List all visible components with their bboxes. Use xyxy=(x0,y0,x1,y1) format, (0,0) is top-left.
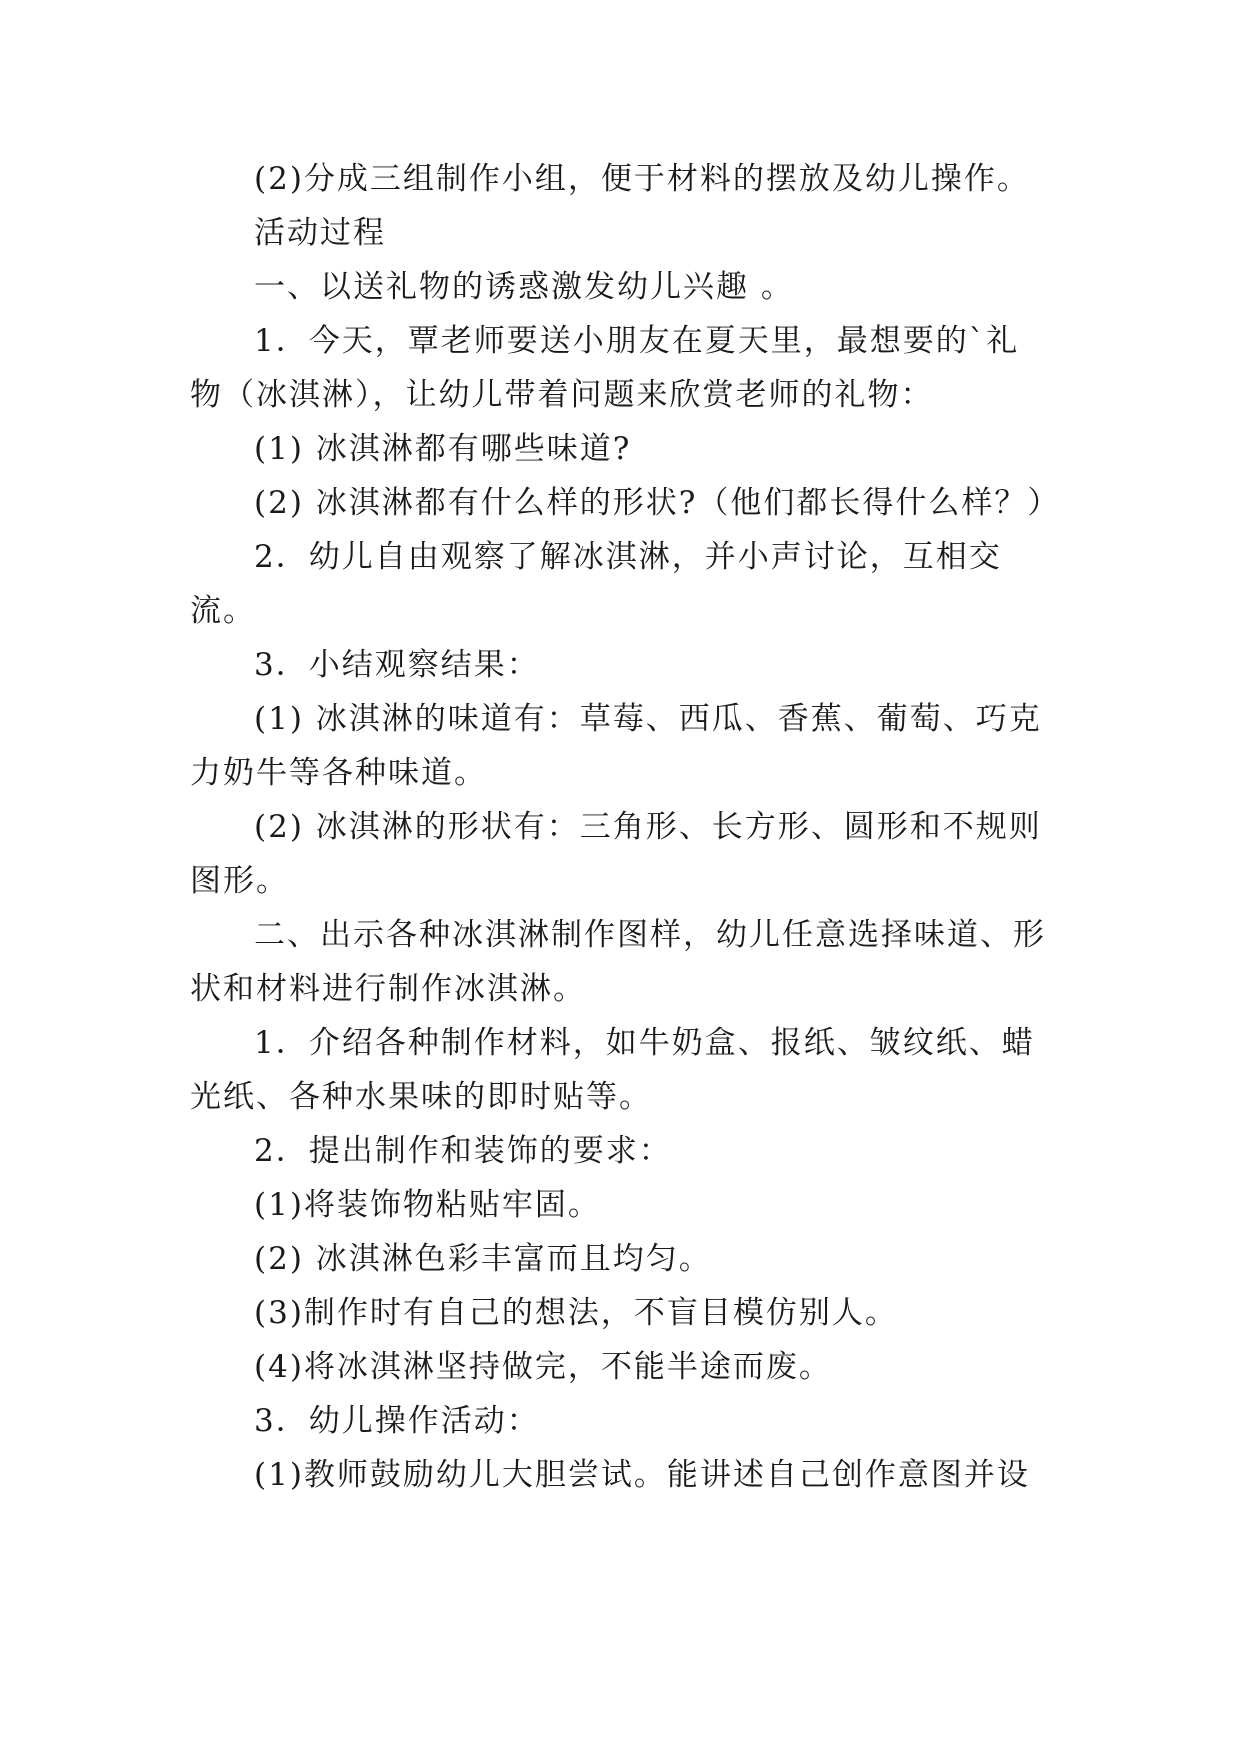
paragraph-summary-heading: 3．小结观察结果： xyxy=(254,647,540,683)
requirement-item-3: (3)制作时有自己的想法，不盲目模仿别人。 xyxy=(254,1295,898,1331)
paragraph-requirements-heading: 2．提出制作和装饰的要求： xyxy=(254,1133,672,1169)
paragraph-materials-intro: 1．介绍各种制作材料，如牛奶盒、报纸、皱纹纸、蜡光纸、各种水果味的即时贴等。 xyxy=(190,1025,1035,1115)
requirement-item-2: (2) 冰淇淋色彩丰富而且均匀。 xyxy=(254,1241,712,1277)
paragraph-gift-intro: 1．今天，覃老师要送小朋友在夏天里，最想要的`礼物（冰淇淋），让幼儿带着问题来欣赏老师的礼物： xyxy=(190,323,1020,413)
paragraph-materials-groups: (2)分成三组制作小组，便于材料的摆放及幼儿操作。 xyxy=(254,161,1030,197)
operation-item-1: (1)教师鼓励幼儿大胆尝试。能讲述自己创作意图并设 xyxy=(254,1457,1030,1493)
summary-shapes: (2) 冰淇淋的形状有：三角形、长方形、圆形和不规则图形。 xyxy=(190,809,1042,899)
step-two-heading: 二、出示各种冰淇淋制作图样，幼儿任意选择味道、形状和材料进行制作冰淇淋。 xyxy=(190,917,1046,1007)
requirement-item-1: (1)将装饰物粘贴牢固。 xyxy=(254,1187,601,1223)
step-one-heading: 一、以送礼物的诱惑激发幼儿兴趣 。 xyxy=(254,269,794,305)
paragraph-operation-heading: 3．幼儿操作活动： xyxy=(254,1403,540,1439)
question-flavors: (1) 冰淇淋都有哪些味道? xyxy=(254,431,632,467)
section-heading-activity-process: 活动过程 xyxy=(254,215,386,251)
summary-flavors: (1) 冰淇淋的味道有：草莓、西瓜、香蕉、葡萄、巧克力奶牛等各种味道。 xyxy=(190,701,1042,791)
document-body xyxy=(190,152,1061,1502)
question-shapes: (2) 冰淇淋都有什么样的形状?（他们都长得什么样？） xyxy=(254,485,1061,521)
paragraph-free-observation: 2．幼儿自由观察了解冰淇淋，并小声讨论，互相交流。 xyxy=(190,539,1002,629)
requirement-item-4: (4)将冰淇淋坚持做完，不能半途而废。 xyxy=(254,1349,832,1385)
